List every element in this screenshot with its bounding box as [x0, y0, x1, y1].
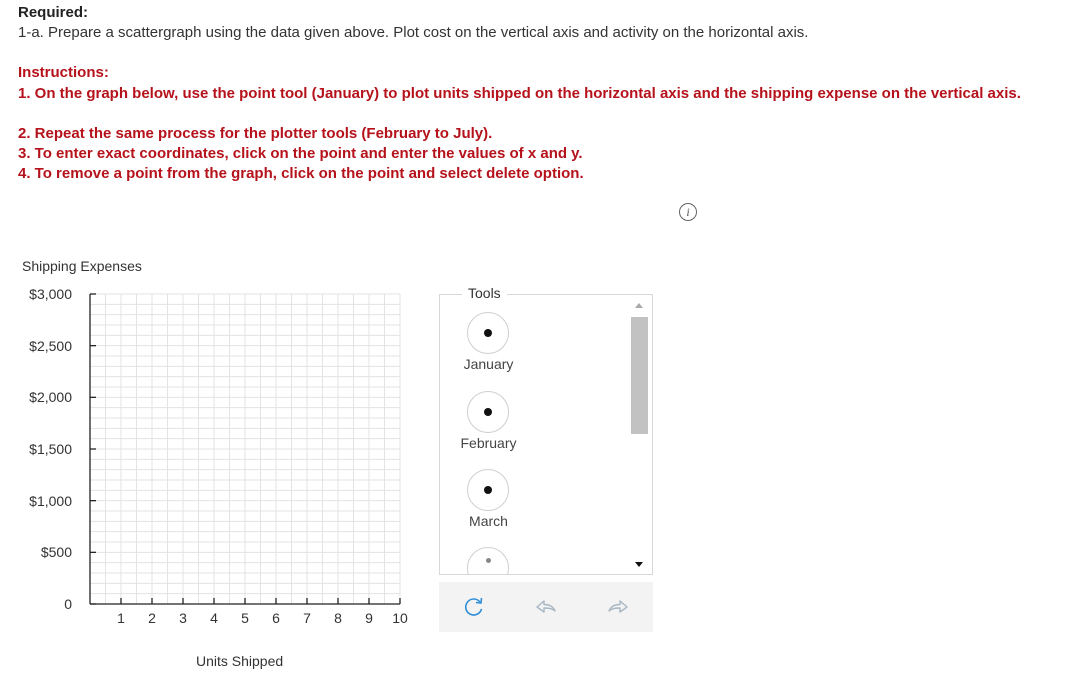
- tool-january-label: January: [463, 356, 514, 372]
- y-tick-label: $3,000: [29, 286, 72, 302]
- tool-march-label: March: [469, 513, 508, 529]
- tool-march-point[interactable]: [467, 469, 509, 511]
- undo-button[interactable]: [533, 594, 559, 620]
- required-heading: Required:: [18, 4, 89, 21]
- point-icon: [484, 329, 492, 337]
- instructions-heading: Instructions:: [18, 64, 109, 81]
- x-tick-label: 10: [392, 610, 408, 626]
- x-tick-label: 4: [210, 610, 218, 626]
- instruction-step-1: 1. On the graph below, use the point tool (January) to plot units shipped on the horizontal axis and the shipping expense on the vertical axis.: [18, 85, 1021, 102]
- y-tick-label: $2,000: [29, 389, 72, 406]
- x-tick-label: 7: [303, 610, 311, 626]
- point-icon: [484, 486, 492, 494]
- instruction-step-2: 2. Repeat the same process for the plotter tools (February to July).: [18, 125, 493, 142]
- info-icon[interactable]: i: [679, 203, 697, 221]
- instruction-step-4: 4. To remove a point from the graph, click on the point and select delete option.: [18, 165, 584, 182]
- x-tick-label: 9: [365, 610, 373, 626]
- tool-february-point[interactable]: [467, 391, 509, 433]
- reset-button[interactable]: [461, 594, 487, 620]
- x-tick-label: 5: [241, 610, 249, 626]
- tool-next-point[interactable]: [467, 547, 509, 575]
- y-axis-title: Shipping Expenses: [22, 258, 142, 274]
- tool-january-point[interactable]: [467, 312, 509, 354]
- graph-toolbar: [439, 582, 653, 632]
- point-icon: [486, 558, 491, 563]
- redo-button[interactable]: [605, 594, 631, 620]
- x-tick-label: 8: [334, 610, 342, 626]
- instruction-step-3: 3. To enter exact coordinates, click on the point and enter the values of x and y.: [18, 145, 583, 162]
- tools-panel: [439, 294, 653, 575]
- scrollbar-thumb[interactable]: [631, 317, 648, 434]
- y-tick-label: $500: [40, 544, 72, 561]
- tools-legend: Tools: [462, 285, 507, 301]
- required-text: 1-a. Prepare a scattergraph using the data given above. Plot cost on the vertical axis and activity on the horizontal axis.: [18, 24, 809, 41]
- tool-february-label: February: [460, 435, 517, 451]
- y-tick-label: 0: [64, 596, 72, 612]
- y-tick-label: $1,500: [29, 441, 72, 457]
- reset-icon: [461, 594, 487, 620]
- x-tick-label: 6: [272, 610, 280, 626]
- y-tick-label: $2,500: [29, 337, 72, 354]
- x-tick-label: 1: [117, 610, 125, 626]
- y-tick-label: $1,000: [29, 492, 72, 509]
- point-icon: [484, 408, 492, 416]
- undo-icon: [533, 594, 559, 620]
- x-axis-title: Units Shipped: [196, 653, 284, 669]
- x-tick-label: 3: [179, 610, 187, 626]
- scroll-up-arrow-icon[interactable]: [635, 303, 643, 308]
- redo-icon: [605, 594, 631, 620]
- scroll-down-arrow-icon[interactable]: [635, 562, 643, 567]
- x-tick-label: 2: [148, 610, 156, 626]
- tools-scrollbar[interactable]: [630, 297, 650, 572]
